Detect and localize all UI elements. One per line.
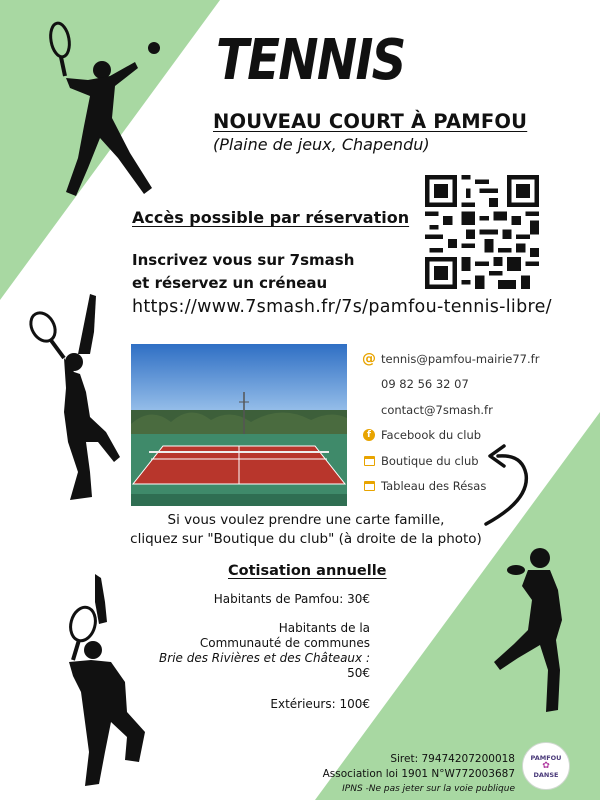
family-line-1: Si vous voulez prendre une carte famille, [167,512,445,528]
footer-legal [323,752,515,797]
siret-text: Siret: 79474207200018 [390,753,515,765]
at-icon: @ [362,350,376,367]
tennis-player-silhouette-bottom [55,572,155,790]
signup-line-1: Inscrivez vous sur 7smash [132,251,355,269]
calendar-icon [362,479,376,493]
facebook-icon: f [362,428,376,442]
family-line-2: cliquez sur "Boutique du club" (à droite de la photo) [130,531,482,547]
ipns-text: IPNS -Ne pas jeter sur la voie publique [342,784,515,794]
cotisation-heading: Cotisation annuelle [228,563,387,579]
contact-list [362,346,592,499]
page-title: TENNIS [216,28,405,93]
signup-line-2: et réservez un créneau [132,274,328,292]
contact-email-7smash[interactable] [362,397,592,423]
signup-text [132,249,354,295]
contact-text: Tableau des Résas [381,479,487,494]
association-text: Association loi 1901 N°W772003687 [322,768,515,780]
shop-link[interactable] [362,448,592,474]
tennis-court-photo [131,344,347,506]
pamfou-danse-logo [522,742,570,790]
fee-cc-line-3: Brie des Rivières et des Châteaux : [159,651,370,665]
contact-text: tennis@pamfou-mairie77.fr [381,351,540,366]
qr-code[interactable] [425,175,539,289]
logo-top-text: PAMFOU [530,753,562,762]
contact-phone[interactable] [362,372,592,398]
fee-cc-line-1: Habitants de la [278,621,370,635]
tennis-player-silhouette-top [40,18,165,203]
tennis-player-silhouette-left [28,292,128,507]
fee-cc-line-2: Communauté de communes [199,636,370,650]
bookings-table-link[interactable] [362,474,592,500]
logo-bottom-text: DANSE [533,770,559,779]
fee-cc-price: 50€ [347,666,370,680]
booking-url-link[interactable]: https://www.7smash.fr/7s/pamfou-tennis-libre/ [132,297,552,317]
subtitle: NOUVEAU COURT À PAMFOU [213,110,528,133]
contact-text: Boutique du club [381,453,479,468]
contact-text: contact@7smash.fr [381,402,493,417]
tennis-player-silhouette-right [488,540,573,720]
fee-pamfou: Habitants de Pamfou: 30€ [213,592,370,606]
location-text: (Plaine de jeux, Chapendu) [213,135,430,154]
fee-exterieurs: Extérieurs: 100€ [270,697,370,711]
contact-text: Facebook du club [381,428,482,443]
dancer-icon: ✿ [542,760,550,771]
contact-text: 09 82 56 32 07 [381,377,469,392]
calendar-icon [362,454,376,468]
family-card-note [120,511,492,549]
fee-communaute [159,621,370,681]
facebook-link[interactable] [362,423,592,449]
access-heading: Accès possible par réservation [132,208,410,227]
contact-email-tennis[interactable] [362,346,592,372]
